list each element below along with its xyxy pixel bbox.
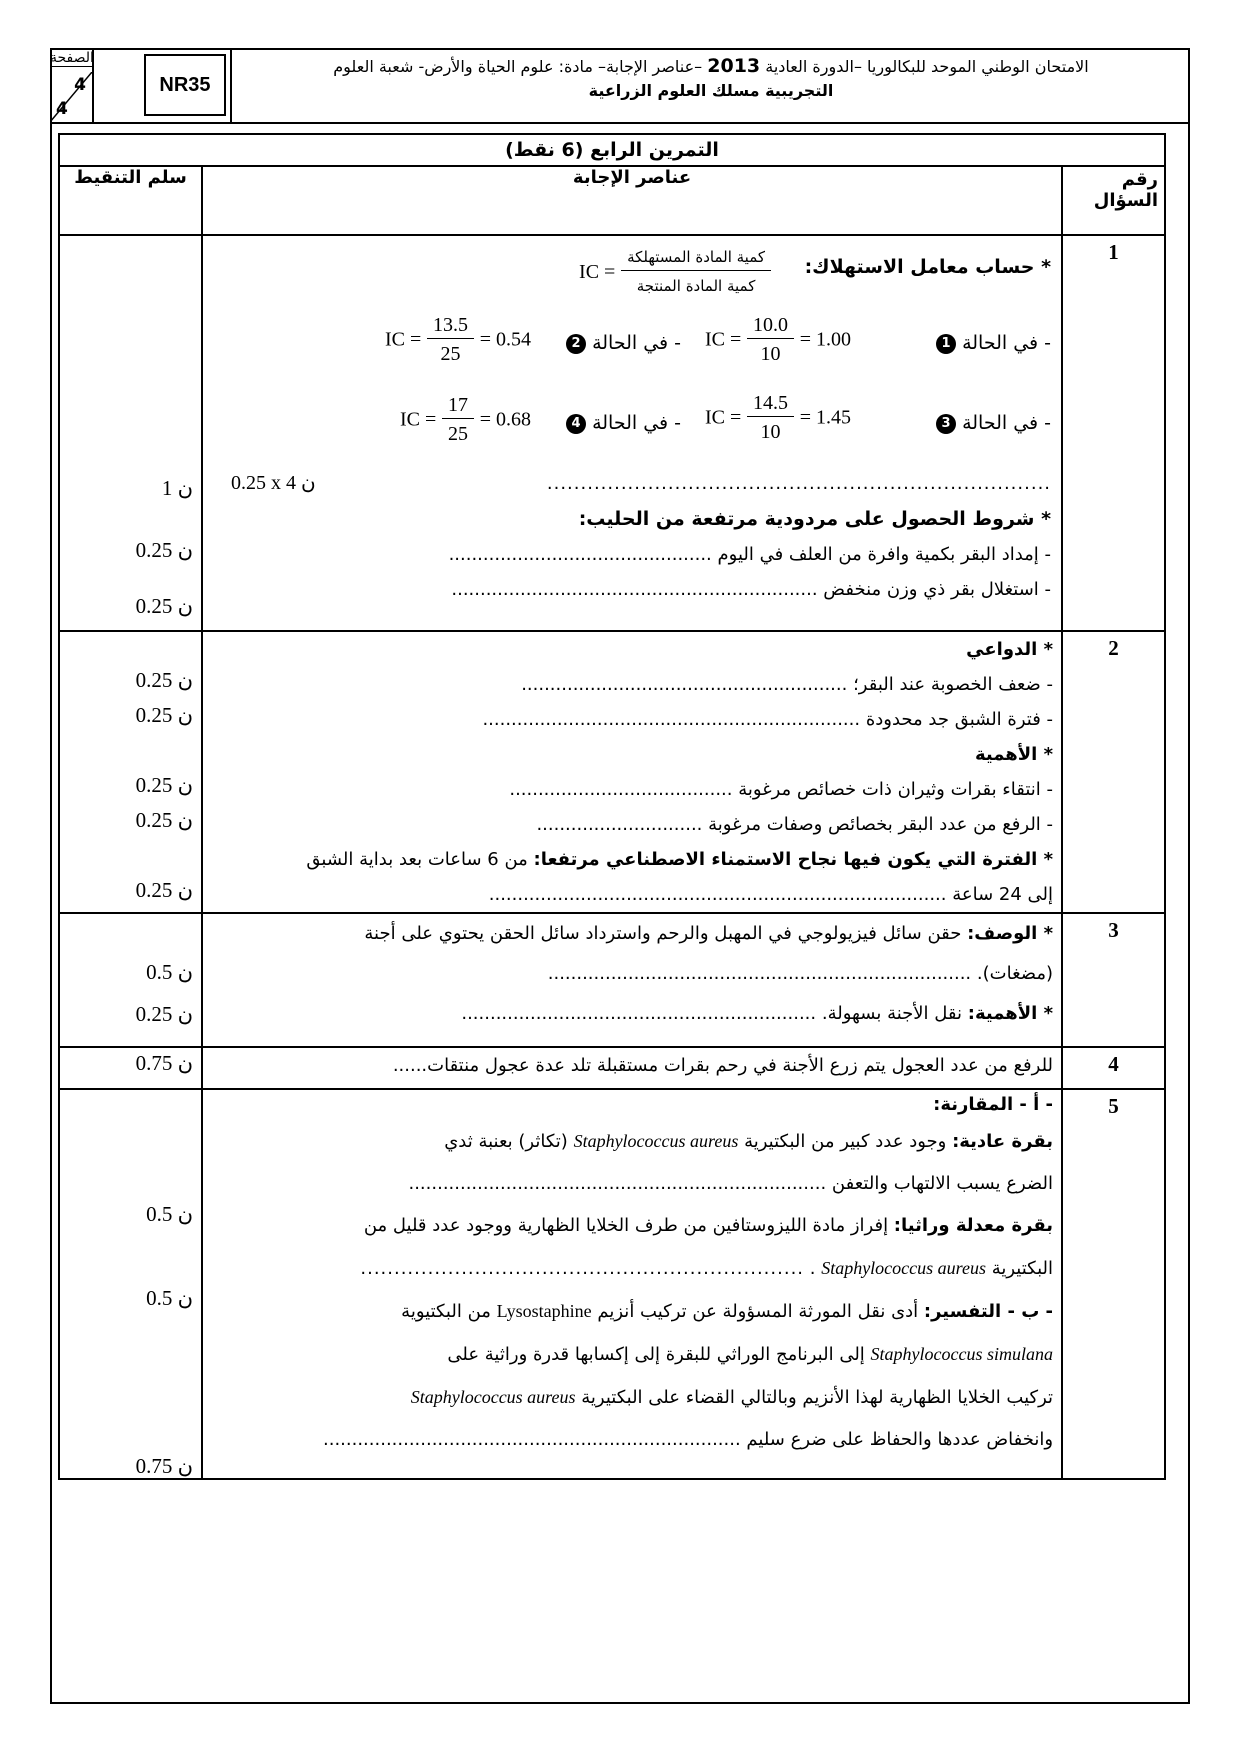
points: 0.25 ن xyxy=(135,773,194,797)
case-4-formula: IC = $\frac{17}{25}$ = 0.68 xyxy=(400,394,532,445)
description: * الوصف: حقن سائل فيزيولوجي في المهبل والرحم واسترداد سائل الحقن يحتوي على أجنة xyxy=(364,923,1054,944)
page-number: 4 xyxy=(74,75,86,95)
question-row-2 xyxy=(59,631,1165,913)
modified-cow: بقرة معدلة وراثيا: إفراز مادة الليزوستافين من طرف الخلايا الظهارية ووجود عدد قليل من xyxy=(363,1215,1054,1236)
ic-formula: IC = $\frac{\text{كمية المادة المستهلكة}}{\text{كمية المادة المنتجة}}$ xyxy=(579,244,771,301)
points: 0.25 ن xyxy=(135,1002,194,1026)
points-cell xyxy=(59,1047,202,1089)
case-3-formula: IC = $\frac{14.5}{10}$ = 1.45 xyxy=(705,392,852,443)
condition-2: - استغلال بقر ذي وزن منخفض ................................................................ xyxy=(451,579,1052,600)
title-line-2: التجريبية مسلك العلوم الزراعية xyxy=(588,81,834,100)
case-1-formula: IC = $\frac{10.0}{10}$ = 1.00 xyxy=(705,314,852,365)
title-part-a: الامتحان الوطني الموحد للبكالوريا –الدورة العادية xyxy=(765,57,1089,76)
page-number-box xyxy=(50,48,94,122)
exam-header xyxy=(50,48,1190,124)
answer-cell xyxy=(202,1089,1062,1479)
answer-cell xyxy=(202,631,1062,913)
importance: * الأهمية: نقل الأجنة بسهولة. .............................................................. xyxy=(461,1003,1054,1024)
explanation: - ب - التفسير: أدى نقل المورثة المسؤولة عن تركيب أنزيم Lysostaphine من البكتيوية xyxy=(401,1301,1054,1322)
importance-2: - الرفع من عدد البقر بخصائص وصفات مرغوبة ............................. xyxy=(536,814,1054,835)
question-row-3 xyxy=(59,913,1165,1047)
col-header-answer: عناصر الإجابة xyxy=(202,166,1062,235)
question-row-4 xyxy=(59,1047,1165,1089)
score-line: 0.25 x 4 ن xyxy=(231,472,316,494)
case-3: - في الحالة 3 xyxy=(936,406,1051,441)
points: 0.5 ن xyxy=(146,1286,194,1310)
circled-number-2: 2 xyxy=(566,334,586,354)
circled-number-4: 4 xyxy=(566,414,586,434)
case-2: - في الحالة 2 xyxy=(566,326,681,361)
modified-cow-cont: البكتيرية Staphylococcus aureus . .................................................................. xyxy=(360,1258,1054,1279)
exam-code: NR35 xyxy=(144,54,226,116)
points: 0.5 ن xyxy=(146,960,194,984)
reason-2: - فترة الشبق جد محدودة .................................................................. xyxy=(482,709,1054,730)
reasons-heading: * الدواعي xyxy=(966,639,1054,660)
explanation-cont: تركيب الخلايا الظهارية لهذا الأنزيم وبالتالي القضاء على البكتيرية Staphylococcus aureus xyxy=(410,1387,1054,1408)
normal-cow: بقرة عادية: وجود عدد كبير من البكتيرية Staphylococcus aureus (تكاثر) بعنبة ثدي xyxy=(444,1131,1054,1152)
exam-title xyxy=(230,48,1190,122)
case-4: - في الحالة 4 xyxy=(566,406,681,441)
conditions-heading: * شروط الحصول على مردودية مرتفعة من الحليب: xyxy=(578,508,1052,530)
points-cell xyxy=(59,631,202,913)
question-number: 1 xyxy=(1062,235,1165,631)
question-row-1 xyxy=(59,235,1165,631)
circled-number-3: 3 xyxy=(936,414,956,434)
period-answer-cont: إلى 24 ساعة ................................................................................ xyxy=(488,884,1054,905)
points: 0.75 ن xyxy=(135,1454,194,1478)
case-2-formula: IC = $\frac{13.5}{25}$ = 0.54 xyxy=(385,314,532,365)
question-number: 2 xyxy=(1062,631,1165,913)
importance-heading: * الأهمية xyxy=(974,744,1054,765)
question-row-5 xyxy=(59,1089,1165,1479)
normal-cow-cont: الضرع يسبب الالتهاب والتعفن ......................................................................... xyxy=(408,1173,1054,1194)
question-number: 5 xyxy=(1062,1089,1165,1479)
reason-1: - ضعف الخصوبة عند البقر؛ ......................................................... xyxy=(521,674,1054,695)
exercise-title: التمرين الرابع (6 نقط) xyxy=(59,134,1165,166)
col-header-qnum: رقم السؤال xyxy=(1062,166,1165,235)
answer-cell xyxy=(202,235,1062,631)
period-answer: * الفترة التي يكون فيها نجاح الاستمناء الاصطناعي مرتفعا: من 6 ساعات بعد بداية الشبق xyxy=(306,849,1054,870)
points-cell xyxy=(59,235,202,631)
question-number: 3 xyxy=(1062,913,1165,1047)
case-1: - في الحالة 1 xyxy=(936,326,1051,361)
condition-1: - إمداد البقر بكمية وافرة من العلف في اليوم .............................................. xyxy=(448,544,1052,565)
points: 1 ن xyxy=(161,476,194,500)
dotted-leader: ........................................................................... xyxy=(546,473,1052,494)
points-cell xyxy=(59,1089,202,1479)
points: 0.25 ن xyxy=(135,703,194,727)
answer-cell: للرفع من عدد العجول يتم زرع الأجنة في رحم بقرات مستقبلة تلد عدة عجول منتقات...... xyxy=(202,1047,1062,1089)
points: 0.75 ن xyxy=(135,1051,194,1075)
answer-cell xyxy=(202,913,1062,1047)
explanation-cont: Staphylococcus simulana إلى البرنامج الوراثي للبقرة إلى إكسابها قدرة وراثية على xyxy=(447,1344,1054,1365)
points: 0.25 ن xyxy=(135,808,194,832)
answer-table xyxy=(58,133,1166,1480)
exam-year: 2013 xyxy=(707,55,761,77)
points: 0.5 ن xyxy=(146,1202,194,1226)
title-part-b: –عناصر الإجابة– مادة: علوم الحياة والأرض- شعبة العلوم xyxy=(333,57,703,76)
explanation-end: وانخفاض عددها والحفاظ على ضرع سليم ......................................................................... xyxy=(323,1429,1054,1450)
page-label: الصفحة xyxy=(50,50,94,66)
ic-heading: * حساب معامل الاستهلاك: xyxy=(804,256,1052,278)
importance-1: - انتقاء بقرات وثيران ذات خصائص مرغوبة ....................................... xyxy=(509,779,1054,800)
description-cont: (مضغات). .......................................................................... xyxy=(547,963,1054,984)
circled-number-1: 1 xyxy=(936,334,956,354)
points-cell xyxy=(59,913,202,1047)
col-header-points: سلم التنقيط xyxy=(59,166,202,235)
points: 0.25 ن xyxy=(135,878,194,902)
page-total: 4 xyxy=(56,99,68,119)
comparison-heading: - أ - المقارنة: xyxy=(933,1094,1054,1115)
question-number: 4 xyxy=(1062,1047,1165,1089)
points: 0.25 ن xyxy=(135,538,194,562)
points: 0.25 ن xyxy=(135,668,194,692)
points: 0.25 ن xyxy=(135,594,194,618)
